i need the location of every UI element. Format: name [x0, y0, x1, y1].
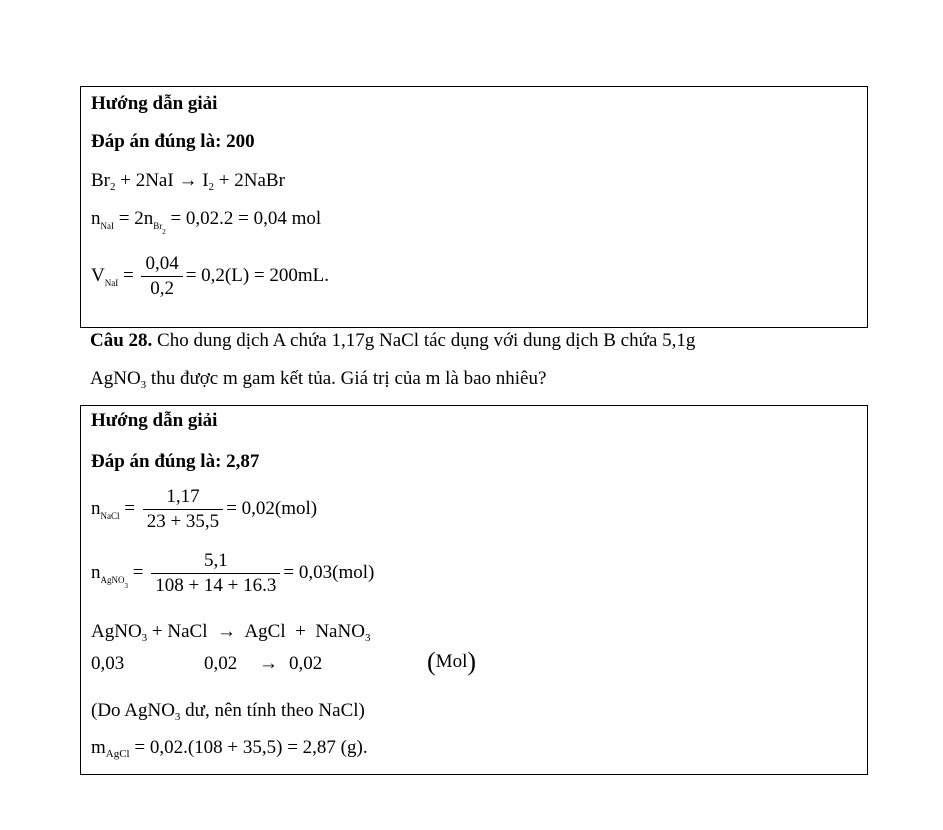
nacl-moles: $n_{NaCl}$ = $\frac{1,17}{23 + 35,5}$ = 0,02(mol) — [91, 486, 318, 532]
solution-box-2: Hướng dẫn giải Đáp án đúng là: 2,87 $n_{NaCl}$ = $\frac{1,17}{23 + 35,5}$ = 0,02(mol) $n_{AgNO_3}$ = $\frac{5,1}{108 + 14 + 16.3}$ = 0,03(mol) AgNO$_3$ + NaCl → AgCl + NaNO$_3$ 0,03 0,02 → 0,02 (Mol) (Do AgNO$_3$ dư, nên tính theo NaCl) $m_{AgCl} = 0,02.(108 + 35,5) = 2,87$ (g). — [80, 405, 868, 775]
solution-heading: Hướng dẫn giải — [91, 93, 218, 114]
note-line: (Do AgNO$_3$ dư, nên tính theo NaCl) — [91, 700, 365, 723]
fraction: $\frac{5,1}{108 + 14 + 16.3}$ — [151, 550, 280, 597]
reaction-equation: $Br_2 + 2NaI \to I_2$ + 2NaBr — [91, 170, 285, 193]
solution-box-1 — [80, 86, 868, 328]
moles-calculation: $n_{NaI} = 2n_{Br_2} = 0,02.2 = 0,04$ mol — [91, 208, 322, 236]
agno3-moles: $n_{AgNO_3}$ = $\frac{5,1}{108 + 14 + 16.3}$ = 0,03(mol) — [91, 550, 375, 596]
volume-calculation: $V_{NaI}$ = $\frac{0,04}{0,2}$ = 0,2(L) = 200mL. — [91, 253, 330, 299]
fraction: $\frac{0,04}{0,2}$ — [141, 253, 182, 300]
question-line-2: AgNO$_3$ thu được m gam kết tủa. Giá trị của m là bao nhiêu? — [90, 368, 547, 391]
answer-line: Đáp án đúng là: 200 — [91, 131, 255, 152]
solution-heading: Hướng dẫn giải — [91, 410, 218, 431]
reaction-equation: AgNO$_3$ + NaCl → AgCl + NaNO$_3$ — [91, 621, 371, 644]
fraction: $\frac{1,17}{23 + 35,5}$ — [143, 486, 223, 533]
question-line-1: Câu 28. Cho dung dịch A chứa 1,17g NaCl tác dụng với dung dịch B chứa 5,1g — [90, 330, 696, 351]
answer-line: Đáp án đúng là: 2,87 — [91, 451, 260, 472]
mass-result: $m_{AgCl} = 0,02.(108 + 35,5) = 2,87$ (g). — [91, 737, 368, 760]
